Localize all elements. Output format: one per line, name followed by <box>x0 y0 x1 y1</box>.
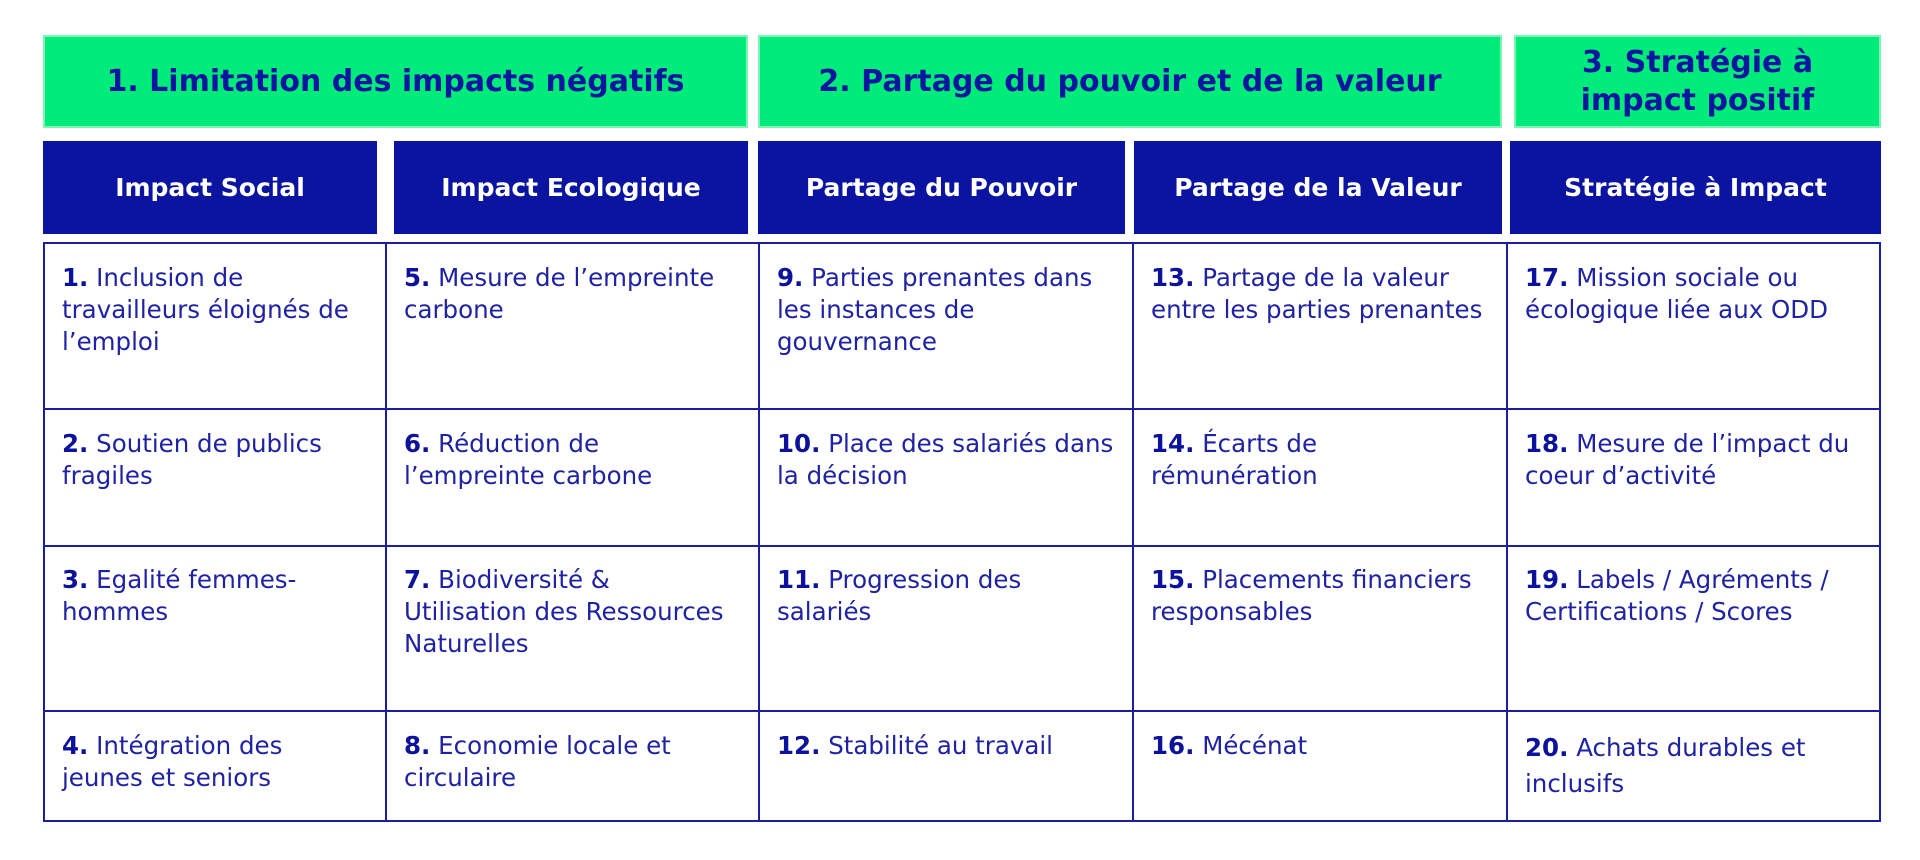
pillar-header-1 <box>43 35 748 128</box>
pillar-header-3 <box>1514 35 1881 128</box>
criterion-number: 3. <box>62 565 89 594</box>
criterion-text: Placements financiers responsables <box>1151 565 1472 626</box>
criterion-text: Achats durables et inclusifs <box>1525 733 1806 798</box>
criterion-text: Mécénat <box>1202 731 1308 760</box>
category-header-label: Partage du Pouvoir <box>805 173 1078 202</box>
criterion-text: Écarts de rémunération <box>1151 429 1318 490</box>
grid-divider <box>1132 242 1134 822</box>
criterion-number: 8. <box>404 731 431 760</box>
criterion-text: Réduction de l’empreinte carbone <box>404 429 653 490</box>
pillar-header-label: 1. Limitation des impacts négatifs <box>106 63 685 99</box>
criterion-text: Economie locale et circulaire <box>404 731 671 792</box>
criterion-cell <box>1151 730 1496 762</box>
category-header-strategie-impact <box>1510 141 1881 234</box>
criterion-number: 19. <box>1525 565 1569 594</box>
grid-divider <box>758 242 760 822</box>
criterion-number: 7. <box>404 565 431 594</box>
grid-divider <box>385 242 387 822</box>
criterion-cell <box>62 262 362 358</box>
grid-divider <box>43 545 1881 547</box>
criterion-cell <box>404 564 724 660</box>
criterion-cell <box>777 262 1122 358</box>
criterion-cell <box>404 730 724 794</box>
criterion-number: 1. <box>62 263 89 292</box>
criterion-number: 10. <box>777 429 821 458</box>
criterion-text: Mesure de l’empreinte carbone <box>404 263 715 324</box>
category-header-impact-ecologique <box>394 141 748 234</box>
criterion-number: 13. <box>1151 263 1195 292</box>
criterion-cell <box>777 564 1122 628</box>
criterion-text: Progression des salariés <box>777 565 1022 626</box>
criterion-cell <box>1151 262 1496 326</box>
criterion-text: Place des salariés dans la décision <box>777 429 1114 490</box>
category-header-label: Partage de la Valeur <box>1174 173 1462 202</box>
grid-divider <box>1506 242 1508 822</box>
criterion-cell <box>1151 428 1411 492</box>
criterion-number: 6. <box>404 429 431 458</box>
criterion-cell <box>404 428 704 492</box>
criterion-cell <box>777 730 1122 762</box>
criterion-text: Partage de la valeur entre les parties prenantes <box>1151 263 1483 324</box>
criterion-text: Parties prenantes dans les instances de gouvernance <box>777 263 1093 356</box>
criterion-text: Mesure de l’impact du coeur d’activité <box>1525 429 1850 490</box>
criterion-cell <box>404 262 748 326</box>
criterion-text: Egalité femmes-hommes <box>62 565 297 626</box>
criterion-text: Inclusion de travailleurs éloignés de l’emploi <box>62 263 349 356</box>
category-header-label: Impact Ecologique <box>441 173 701 202</box>
criterion-number: 16. <box>1151 731 1195 760</box>
grid-divider <box>43 710 1881 712</box>
criterion-cell <box>1525 262 1873 326</box>
criterion-text: Soutien de publics fragiles <box>62 429 322 490</box>
criterion-number: 18. <box>1525 429 1569 458</box>
pillar-header-label: 2. Partage du pouvoir et de la valeur <box>818 63 1442 99</box>
pillar-header-2 <box>758 35 1502 128</box>
criterion-cell <box>1151 564 1496 628</box>
criterion-cell <box>62 564 362 628</box>
criterion-text: Labels / Agréments / Certifications / Scores <box>1525 565 1829 626</box>
criterion-number: 20. <box>1525 733 1569 762</box>
criterion-number: 17. <box>1525 263 1569 292</box>
criterion-text: Stabilité au travail <box>828 731 1053 760</box>
criterion-cell <box>62 428 377 492</box>
category-header-impact-social <box>43 141 377 234</box>
criterion-text: Biodiversité & Utilisation des Ressources Naturelles <box>404 565 724 658</box>
criterion-number: 9. <box>777 263 804 292</box>
category-header-partage-pouvoir <box>758 141 1125 234</box>
criterion-text: Intégration des jeunes et seniors <box>62 731 283 792</box>
criterion-number: 15. <box>1151 565 1195 594</box>
criterion-number: 11. <box>777 565 821 594</box>
criterion-cell <box>1525 564 1875 628</box>
criterion-text: Mission sociale ou écologique liée aux ODD <box>1525 263 1829 324</box>
grid-divider <box>43 408 1881 410</box>
criterion-number: 4. <box>62 731 89 760</box>
criterion-number: 5. <box>404 263 431 292</box>
category-header-label: Impact Social <box>115 173 305 202</box>
category-header-partage-valeur <box>1134 141 1502 234</box>
criterion-cell <box>777 428 1122 492</box>
criterion-number: 12. <box>777 731 821 760</box>
criterion-cell <box>1525 428 1873 492</box>
category-header-label: Stratégie à Impact <box>1564 173 1827 202</box>
criterion-cell <box>1525 730 1845 802</box>
criterion-number: 14. <box>1151 429 1195 458</box>
criterion-cell <box>62 730 362 794</box>
criterion-number: 2. <box>62 429 89 458</box>
pillar-header-label: 3. Stratégie à impact positif <box>1580 44 1815 118</box>
